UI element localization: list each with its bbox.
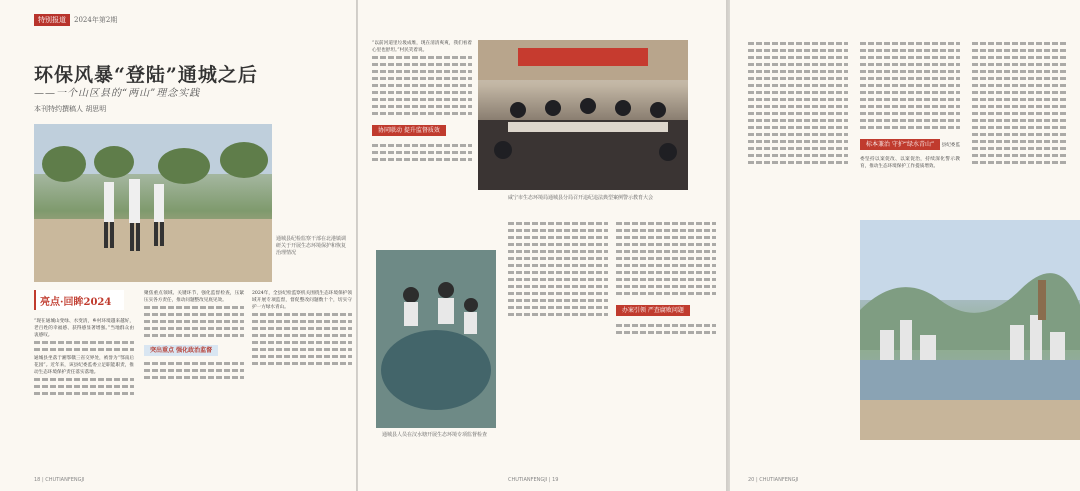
field-inspection-photo bbox=[34, 124, 272, 282]
section-heading: 协同联动 提升监督质效 bbox=[372, 125, 446, 136]
photo-caption: 咸宁市生态环境局通城县分局召开违纪违法典型案例警示教育大会 bbox=[508, 195, 654, 201]
page-number: CHUTIANFENGJI | 19 bbox=[508, 477, 559, 483]
page-number: 20 | CHUTIANFENGJI bbox=[748, 477, 799, 483]
issue-label: 2024年第2期 bbox=[74, 16, 118, 24]
paragraph: 通城县坐落于湘鄂赣三省交界处，被誉为“鄂南后花园”。近年来，该县纪委监委立足职能职责，推动生态环境保护责任落实落地。 bbox=[34, 356, 134, 375]
paragraph: 县纪委监委坚持以案促改、以案促治，持续深化警示教育，推动生态环境保护工作提质增效。 bbox=[860, 143, 960, 169]
paragraph: 聚焦重点领域、关键环节，强化监督检查，压紧压实各方责任，推动问题整改见底见效。 bbox=[144, 291, 244, 303]
text-column bbox=[252, 290, 352, 470]
page-header bbox=[34, 14, 117, 26]
photo-caption: 通城县人员在汉水塘开展生态环境专项监督检查 bbox=[382, 432, 488, 438]
text-column bbox=[860, 40, 960, 220]
paragraph: “以前河道里垃圾成堆，现在清清爽爽，我们看着心里也舒坦。”村民笑着说。 bbox=[372, 41, 472, 53]
section-heading: 标本兼治 守护“绿水青山” bbox=[860, 139, 940, 150]
paragraph: “现在通城山变绿、水变清，乡村环境越来越好，老百姓的幸福感、获得感显著增强。”当地群众由衷感叹。 bbox=[34, 319, 134, 338]
text-column bbox=[372, 40, 472, 240]
text-column bbox=[144, 290, 244, 470]
article-subtitle: ——一个山区县的“两山”理念实践 bbox=[34, 88, 201, 99]
section-heading: 办案引领 严查腐败问题 bbox=[616, 305, 690, 316]
article-title: 环保风暴“登陆”通城之后 bbox=[34, 64, 258, 86]
article-byline: 本刊特约撰稿人 胡思明 bbox=[34, 105, 107, 113]
highlight-banner: 亮点·回眸2024 bbox=[34, 290, 124, 310]
text-column bbox=[508, 220, 608, 460]
text-column bbox=[748, 40, 848, 220]
paragraph: 2024年，全县纪检监察机关围绕生态环境保护领域开展专项监督，督促整改问题数十个，切实守护一方绿水青山。 bbox=[252, 291, 352, 310]
river-inspection-photo bbox=[376, 250, 496, 428]
middle-page bbox=[358, 0, 730, 491]
section-tag: 特别报道 bbox=[34, 14, 70, 26]
section-heading: 突出重点 强化政治监督 bbox=[144, 345, 218, 356]
text-column bbox=[972, 40, 1068, 220]
left-page bbox=[0, 0, 370, 491]
text-column bbox=[616, 220, 716, 460]
photo-caption: 通城县纪检监察干部在北港镇调研关于开展生态环境保护和恢复治理情况 bbox=[276, 236, 347, 256]
page-number: 18 | CHUTIANFENGJI bbox=[34, 477, 85, 483]
meeting-photo bbox=[478, 40, 688, 190]
text-column bbox=[34, 318, 134, 468]
right-page bbox=[730, 0, 1080, 491]
county-landscape-photo bbox=[860, 220, 1080, 440]
